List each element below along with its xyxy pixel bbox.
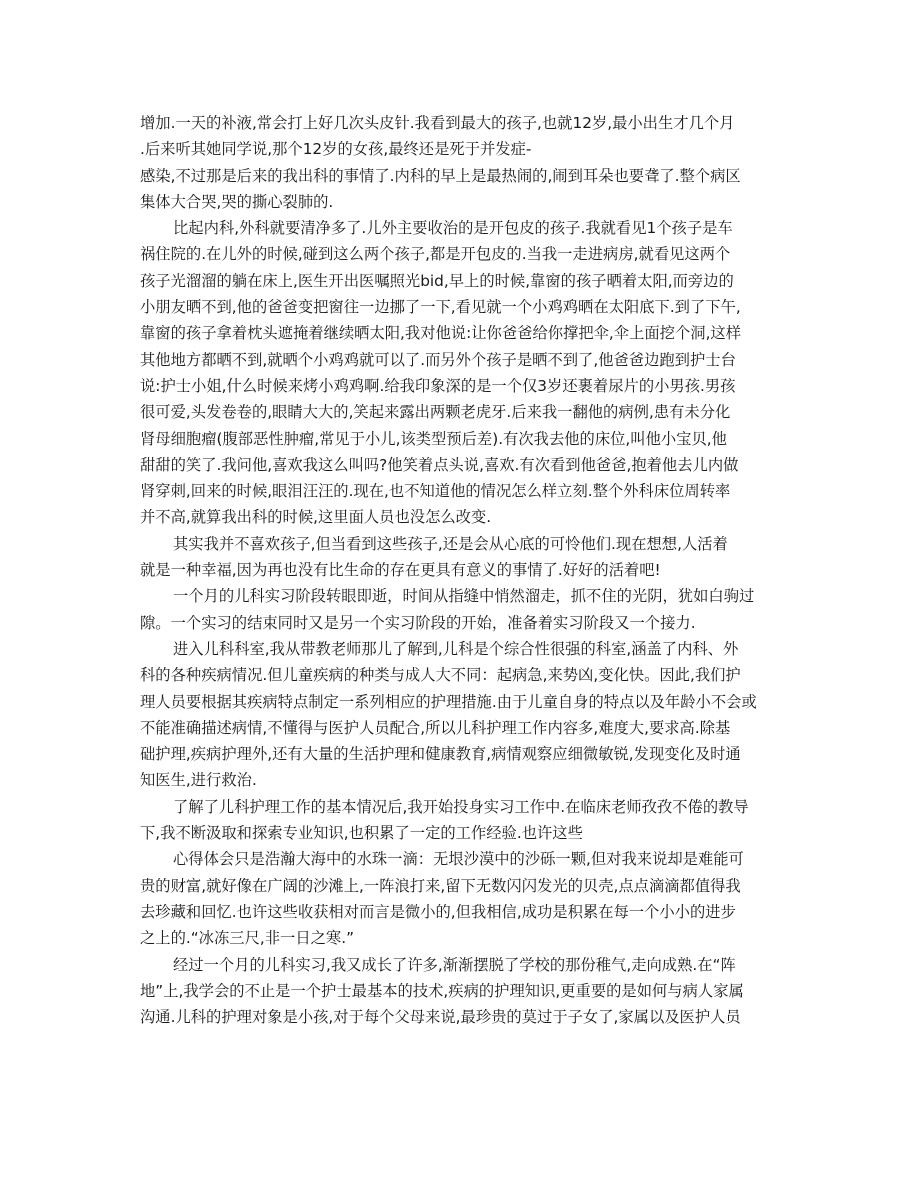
text-line: 感染,不过那是后来的我出科的事情了.内科的早上是最热闹的,闹到耳朵也要聋了.整个病区 <box>140 166 741 185</box>
text-line: 甜甜的笑了.我问他,喜欢我这么叫吗?他笑着点头说,喜欢.有次看到他爸爸,抱着他去儿内做 <box>140 455 739 474</box>
text-line: 其实我并不喜欢孩子,但当看到这些孩子,还是会从心底的可怜他们.现在想想,人活着 <box>173 534 728 553</box>
text-line: 靠窗的孩子拿着枕头遮掩着继续晒太阳,我对他说:让你爸爸给你撑把伞,伞上面挖个洞,这样 <box>140 324 742 343</box>
text-line: 就是一种幸福,因为再也没有比生命的存在更具有意义的事情了.好好的活着吧! <box>140 561 661 580</box>
text-line: 不能准确描述病情,不懂得与医护人员配合,所以儿科护理工作内容多,难度大,要求高.除基 <box>140 718 731 737</box>
document-page <box>140 110 785 1030</box>
text-line: 集体大合哭,哭的撕心裂肺的. <box>140 192 334 211</box>
text-line: 进入儿科科室,我从带教老师那儿了解到,儿科是个综合性很强的科室,涵盖了内科、外 <box>173 639 739 658</box>
text-line: 知医生,进行救治. <box>140 771 257 790</box>
text-line: 小朋友晒不到,他的爸爸变把窗往一边挪了一下,看见就一个小鸡鸡晒在太阳底下.到了下午, <box>140 298 741 317</box>
text-line: 一个月的儿科实习阶段转眼即逝，时间从指缝中悄然溜走，抓不住的光阴，犹如白驹过 <box>173 587 755 606</box>
text-line: 心得体会只是浩瀚大海中的水珠一滴：无垠沙漠中的沙砾一颗,但对我来说却是难能可 <box>173 850 744 869</box>
text-line: 肾穿刺,回来的时候,眼泪汪汪的.现在,也不知道他的情况怎么样立刻.整个外科床位周转率 <box>140 482 731 501</box>
text-line: 说:护士小姐,什么时候来烤小鸡鸡啊.给我印象深的是一个仅3岁还裹着尿片的小男孩.男孩 <box>140 376 736 395</box>
text-line: 很可爱,头发卷卷的,眼睛大大的,笑起来露出两颗老虎牙.后来我一翻他的病例,患有未分化 <box>140 403 731 422</box>
text-line: 理人员要根据其疾病特点制定一系列相应的护理措施.由于儿童自身的特点以及年龄小不会或 <box>140 692 757 711</box>
text-line: 经过一个月的儿科实习,我又成长了许多,渐渐摆脱了学校的那份稚气,走向成熟.在“阵 <box>173 955 736 974</box>
text-line: 去珍藏和回忆.也许这些收获相对而言是微小的,但我相信,成功是积累在每一个小小的进步 <box>140 902 736 921</box>
text-line: 祸住院的.在儿外的时候,碰到这么两个孩子,都是开包皮的.当我一走进病房,就看见这两个 <box>140 245 731 264</box>
text-line: 比起内科,外科就要清净多了.儿外主要收治的是开包皮的孩子.我就看见1个孩子是车 <box>173 219 733 238</box>
text-line: .后来听其她同学说,那个12岁的女孩,最终还是死于并发症- <box>140 140 532 159</box>
text-line: 沟通.儿科的护理对象是小孩,对于每个父母来说,最珍贵的莫过于子女了,家属以及医护人员 <box>140 1008 741 1027</box>
text-line: 并不高,就算我出科的时候,这里面人员也没怎么改变. <box>140 508 492 527</box>
text-line: 隙。一个实习的结束同时又是另一个实习阶段的开始，准备着实习阶段又一个接力. <box>140 613 696 632</box>
text-line: 孩子光溜溜的躺在床上,医生开出医嘱照光bid,早上的时候,靠窗的孩子晒着太阳,而旁边的 <box>140 271 734 290</box>
text-line: 其他地方都晒不到,就晒个小鸡鸡就可以了.而另外个孩子是晒不到了,他爸爸边跑到护士台 <box>140 350 736 369</box>
text-line: 下,我不断汲取和探索专业知识,也积累了一定的工作经验.也许这些 <box>140 824 583 843</box>
text-line: 贵的财富,就好像在广阔的沙滩上,一阵浪打来,留下无数闪闪发光的贝壳,点点滴滴都值得我 <box>140 876 741 895</box>
text-line: 科的各种疾病情况.但儿童疾病的种类与成人大不同：起病急,来势凶,变化快。因此,我们护 <box>140 666 741 685</box>
text-line: 增加.一天的补液,常会打上好几次头皮针.我看到最大的孩子,也就12岁,最小出生才几个月 <box>140 114 735 132</box>
text-line: 地”上,我学会的不止是一个护士最基本的技术,疾病的护理知识,更重要的是如何与病人家属 <box>140 981 744 1000</box>
text-line: 肾母细胞瘤(腹部恶性肿瘤,常见于小儿,该类型预后差).有次我去他的床位,叫他小宝贝,他 <box>140 429 727 448</box>
text-line: 了解了儿科护理工作的基本情况后,我开始投身实习工作中.在临床老师孜孜不倦的教导 <box>173 797 749 816</box>
text-line: 之上的.“冰冻三尺,非一日之寒.” <box>140 929 355 948</box>
text-line: 础护理,疾病护理外,还有大量的生活护理和健康教育,病情观察应细微敏锐,发现变化及时通 <box>140 745 741 764</box>
